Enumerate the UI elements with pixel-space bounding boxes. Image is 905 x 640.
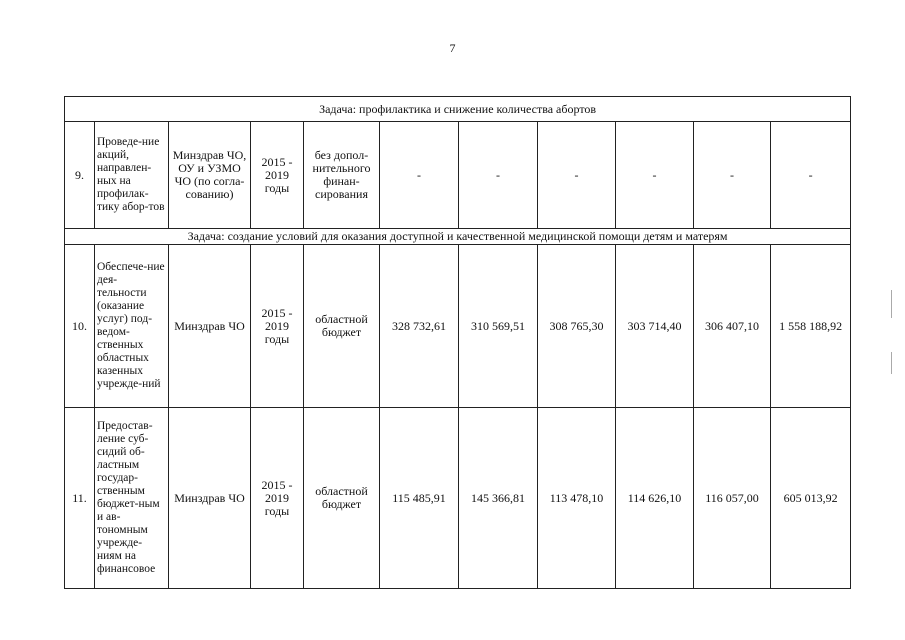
program-activities-table: [64, 96, 851, 589]
activity-name: Предостав-ление суб-сидий об-ластным государ-ственным бюджет-ным и ав-тономным учрежде-ниям на финансовое: [95, 408, 169, 589]
value-cell: -: [380, 122, 459, 229]
value-cell: 310 569,51: [459, 245, 538, 408]
activity-name: Обеспече-ние дея-тельности (оказание услуг) под-ведом-ственных областных казенных учрежде-ний: [95, 245, 169, 408]
executor: Минздрав ЧО: [169, 408, 251, 589]
funding-source: областной бюджет: [304, 408, 380, 589]
value-cell: 328 732,61: [380, 245, 459, 408]
value-cell: -: [694, 122, 771, 229]
value-cell-total: 605 013,92: [771, 408, 851, 589]
task-header-abortion-prevention: Задача: профилактика и снижение количества абортов: [65, 97, 851, 122]
value-cell: 116 057,00: [694, 408, 771, 589]
row-number: 11.: [65, 408, 95, 589]
value-cell: 113 478,10: [538, 408, 616, 589]
value-cell: 115 485,91: [380, 408, 459, 589]
scan-margin-mark: [891, 352, 892, 374]
period: 2015 - 2019 годы: [251, 122, 304, 229]
value-cell: 308 765,30: [538, 245, 616, 408]
funding-source: без допол-нительного финан-сирования: [304, 122, 380, 229]
task-header-medical-care: Задача: создание условий для оказания доступной и качественной медицинской помощи детям и матерям: [65, 229, 851, 245]
row-number: 10.: [65, 245, 95, 408]
value-cell: 306 407,10: [694, 245, 771, 408]
value-cell: -: [616, 122, 694, 229]
period: 2015 - 2019 годы: [251, 408, 304, 589]
task-header-row: [65, 97, 851, 122]
row-number: 9.: [65, 122, 95, 229]
scan-margin-mark: [891, 290, 892, 318]
page-number: 7: [449, 41, 456, 55]
activity-name: Проведе-ние акций, направлен-ных на профилак-тику абор-тов: [95, 122, 169, 229]
table-row: [65, 245, 851, 408]
value-cell: -: [538, 122, 616, 229]
funding-source: областной бюджет: [304, 245, 380, 408]
value-cell: 114 626,10: [616, 408, 694, 589]
table-row: [65, 408, 851, 589]
executor: Минздрав ЧО: [169, 245, 251, 408]
value-cell-total: 1 558 188,92: [771, 245, 851, 408]
table-row: [65, 122, 851, 229]
value-cell-total: -: [771, 122, 851, 229]
value-cell: 145 366,81: [459, 408, 538, 589]
value-cell: -: [459, 122, 538, 229]
period: 2015 - 2019 годы: [251, 245, 304, 408]
task-header-row: [65, 229, 851, 245]
value-cell: 303 714,40: [616, 245, 694, 408]
executor: Минздрав ЧО, ОУ и УЗМО ЧО (по согла-сованию): [169, 122, 251, 229]
